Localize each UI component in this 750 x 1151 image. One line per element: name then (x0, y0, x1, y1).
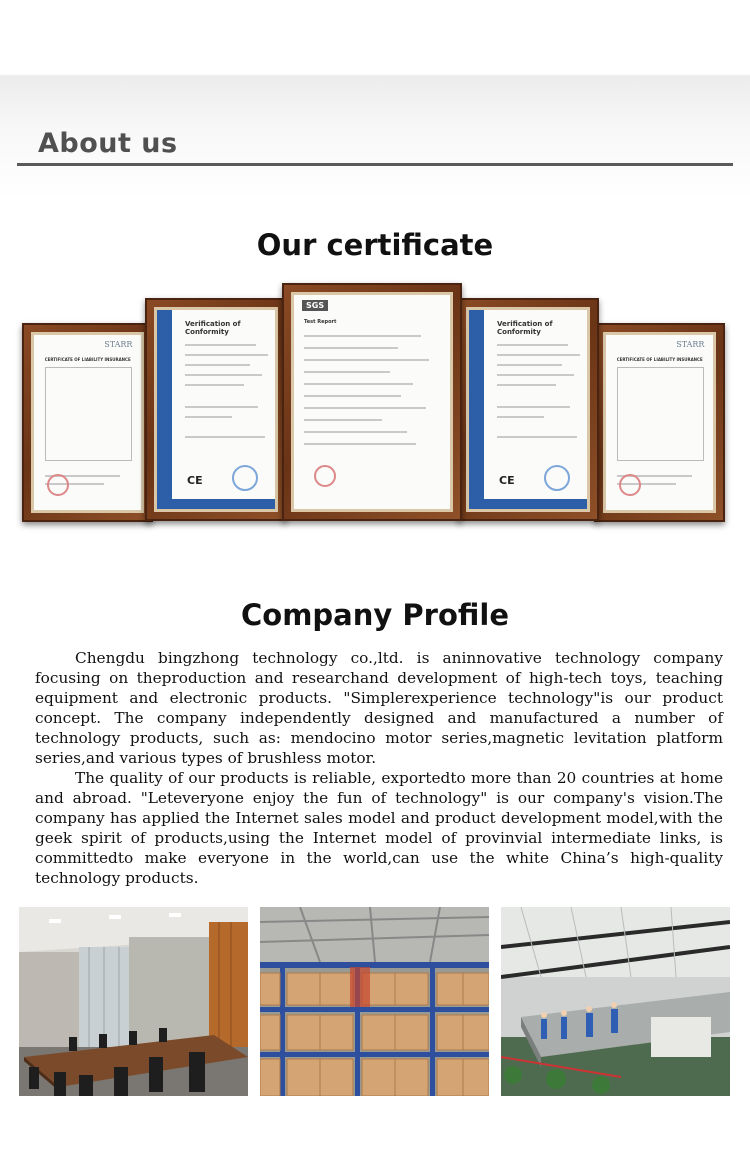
certificate-table (617, 367, 705, 461)
company-profile-text (35, 648, 723, 888)
certificate-table (45, 367, 133, 461)
certificate-heading: Verification of Conformity (185, 320, 241, 336)
about-us-title: About us (38, 128, 178, 159)
certificate-frame-2 (145, 298, 287, 521)
ctl-seal-icon (544, 465, 570, 491)
ctl-seal-icon (232, 465, 258, 491)
certificate-heading: CERTIFICATE OF LIABILITY INSURANCE (616, 357, 703, 362)
production-line-photo (501, 907, 730, 1096)
stamp-icon (47, 474, 69, 496)
company-profile-title: Company Profile (241, 598, 509, 632)
conference-room-photo (19, 907, 248, 1096)
header-divider (17, 163, 733, 166)
certificate-heading: Test Report (304, 319, 337, 325)
stamp-icon (619, 474, 641, 496)
sgs-logo: SGS (302, 300, 328, 311)
certificate-frame-3 (282, 283, 462, 521)
certificate-title: Our certificate (256, 228, 494, 262)
verification-side-bar (157, 310, 172, 509)
certificate-frame-1 (22, 323, 153, 522)
starr-logo: STARR (676, 340, 705, 349)
certificate-heading: Verification of Conformity (497, 320, 553, 336)
ce-mark-icon: CE (499, 474, 515, 487)
profile-paragraph-2: The quality of our products is reliable, exportedto more than 20 countries at home and abroad. "Leteveryone enjoy the fun of technology" is our company's vision.The company has applied the Internet sales model and product development model,with the geek spirit of products,using the Internet model of provinvial intermediate links, is committedto make everyone in the world,can use the white China’s high-quality technology products. (35, 769, 723, 887)
ce-mark-icon: CE (187, 474, 203, 487)
stamp-icon (314, 465, 336, 487)
verification-side-bar (469, 310, 484, 509)
warehouse-photo (260, 907, 489, 1096)
header-band (0, 0, 750, 200)
certificate-heading: CERTIFICATE OF LIABILITY INSURANCE (44, 357, 131, 362)
certificate-frame-5 (594, 323, 725, 522)
profile-paragraph-1: Chengdu bingzhong technology co.,ltd. is aninnovative technology company focusing on theproduction and researchand development of high-tech toys, teaching equipment and electronic products. "Simplerexperience technology"is our product concept. The company independently designed and manufactured a number of technology products, such as: mendocino motor series,magnetic levitation platform series,and various types of brushless motor. (35, 649, 723, 767)
certificate-frame-4 (457, 298, 599, 521)
starr-logo: STARR (104, 340, 133, 349)
